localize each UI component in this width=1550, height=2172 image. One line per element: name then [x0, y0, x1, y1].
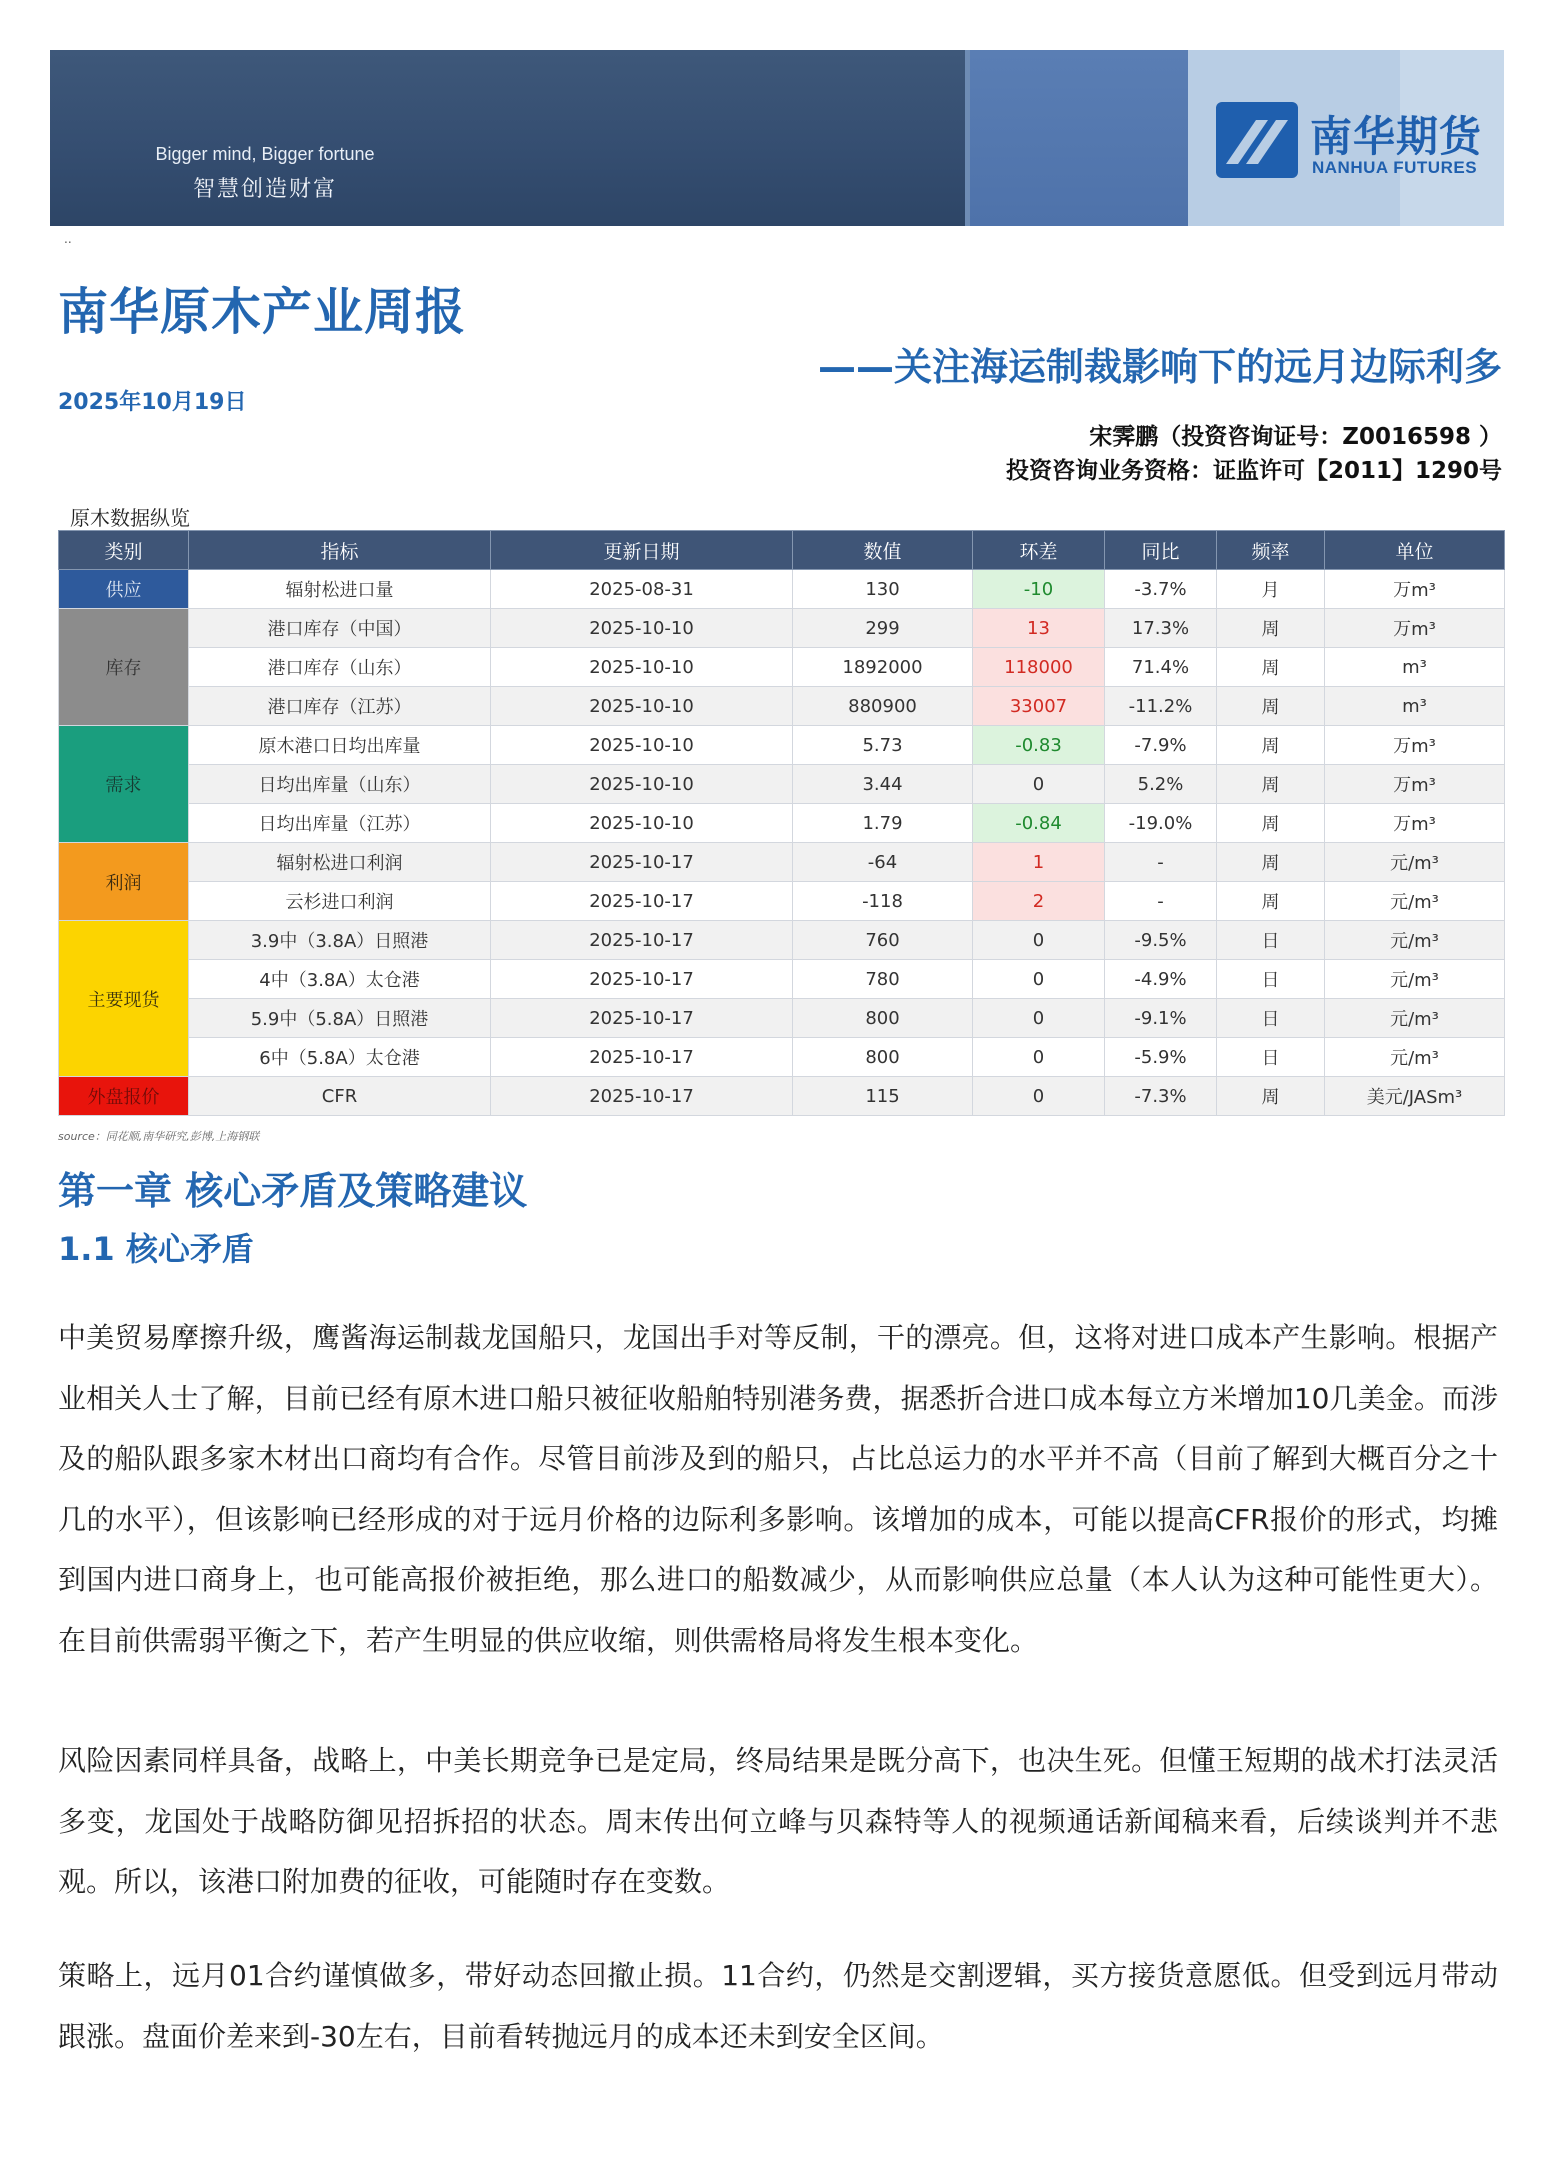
cell-yoy: -: [1105, 882, 1217, 921]
column-header: 环差: [973, 531, 1105, 570]
cell-unit: 元/m³: [1325, 843, 1505, 882]
cell-date: 2025-10-10: [491, 648, 793, 687]
cell-value: 299: [793, 609, 973, 648]
cell-indicator: 辐射松进口量: [189, 570, 491, 609]
cell-frequency: 周: [1217, 843, 1325, 882]
slogan-chinese: 智慧创造财富: [192, 177, 337, 202]
cell-indicator: 4中（3.8A）太仓港: [189, 960, 491, 999]
cell-indicator: 云杉进口利润: [189, 882, 491, 921]
cell-unit: 元/m³: [1325, 882, 1505, 921]
slogan-english: Bigger mind, Bigger fortune: [155, 144, 375, 164]
logo-text-chinese: 南华期货: [1310, 112, 1483, 161]
cell-indicator: CFR: [189, 1077, 491, 1116]
cell-date: 2025-10-17: [491, 960, 793, 999]
cell-yoy: -19.0%: [1105, 804, 1217, 843]
table-source-note: source：同花顺,南华研究,彭博,上海钢联: [58, 1130, 260, 1143]
cell-change: 0: [973, 1038, 1105, 1077]
cell-unit: 万m³: [1325, 765, 1505, 804]
column-header: 单位: [1325, 531, 1505, 570]
cell-value: 1892000: [793, 648, 973, 687]
table-header-row: [59, 531, 1505, 570]
cell-frequency: 周: [1217, 609, 1325, 648]
cell-date: 2025-10-10: [491, 687, 793, 726]
cell-unit: 元/m³: [1325, 960, 1505, 999]
cell-date: 2025-10-10: [491, 765, 793, 804]
table-caption: 原木数据纵览: [70, 506, 190, 530]
cell-date: 2025-08-31: [491, 570, 793, 609]
table-row: [59, 765, 1505, 804]
table-row: [59, 804, 1505, 843]
cell-date: 2025-10-17: [491, 1038, 793, 1077]
cell-change: 1: [973, 843, 1105, 882]
cell-value: 800: [793, 1038, 973, 1077]
table-row: [59, 570, 1505, 609]
cell-unit: m³: [1325, 687, 1505, 726]
cell-change: -0.83: [973, 726, 1105, 765]
cell-yoy: -9.5%: [1105, 921, 1217, 960]
cell-indicator: 港口库存（中国）: [189, 609, 491, 648]
category-spot: 主要现货: [59, 921, 189, 1077]
cell-date: 2025-10-17: [491, 843, 793, 882]
cell-change: -0.84: [973, 804, 1105, 843]
table-row: [59, 687, 1505, 726]
cell-frequency: 日: [1217, 921, 1325, 960]
table-row: [59, 960, 1505, 999]
cell-value: 5.73: [793, 726, 973, 765]
cell-change: 0: [973, 1077, 1105, 1116]
table-row: [59, 648, 1505, 687]
header-banner: [50, 50, 1504, 226]
cell-value: 780: [793, 960, 973, 999]
cell-change: 118000: [973, 648, 1105, 687]
log-data-table: [58, 530, 1505, 1116]
cell-frequency: 周: [1217, 726, 1325, 765]
cell-value: 880900: [793, 687, 973, 726]
logo-text-english: NANHUA FUTURES: [1312, 158, 1478, 177]
paragraph-strategy: 策略上，远月01合约谨慎做多，带好动态回撤止损。11合约，仍然是交割逻辑，买方接货意愿低。但受到远月带动跟涨。盘面价差来到-30左右，目前看转抛远月的成本还未到安全区间。: [58, 1959, 1498, 2053]
cell-yoy: 17.3%: [1105, 609, 1217, 648]
cell-change: 33007: [973, 687, 1105, 726]
table-row: [59, 726, 1505, 765]
table-row: [59, 921, 1505, 960]
column-header: 类别: [59, 531, 189, 570]
cell-frequency: 周: [1217, 1077, 1325, 1116]
cell-date: 2025-10-10: [491, 804, 793, 843]
paragraph-core-contradiction: 中美贸易摩擦升级，鹰酱海运制裁龙国船只，龙国出手对等反制，干的漂亮。但，这将对进口成本产生影响。根据产业相关人士了解，目前已经有原木进口船只被征收船舶特别港务费，据悉折合进口成本每立方米增加10几美金。而涉及的船队跟多家木材出口商均有合作。尽管目前涉及到的船只，占比总运力的水平并不高（目前了解到大概百分之十几的水平），但该影响已经形成的对于远月价格的边际利多影响。该增加的成本，可能以提高CFR报价的形式，均摊到国内进口商身上，也可能高报价被拒绝，那么进口的船数减少，从而影响供应总量（本人认为这种可能性更大）。在目前供需弱平衡之下，若产生明显的供应收缩，则供需格局将发生根本变化。: [58, 1321, 1498, 1657]
cell-value: 3.44: [793, 765, 973, 804]
column-header: 指标: [189, 531, 491, 570]
report-subtitle: ——关注海运制裁影响下的远月边际利多: [817, 345, 1502, 389]
cell-yoy: -7.3%: [1105, 1077, 1217, 1116]
cell-unit: 元/m³: [1325, 1038, 1505, 1077]
cell-value: 760: [793, 921, 973, 960]
cell-date: 2025-10-10: [491, 609, 793, 648]
report-author: 宋霁鹏（投资咨询证号：Z0016598 ）: [1089, 424, 1502, 450]
report-title: 南华原木产业周报: [58, 283, 466, 341]
table-row: [59, 609, 1505, 648]
cell-value: 1.79: [793, 804, 973, 843]
cell-value: -118: [793, 882, 973, 921]
cell-frequency: 日: [1217, 999, 1325, 1038]
column-header: 数值: [793, 531, 973, 570]
cell-yoy: -: [1105, 843, 1217, 882]
cell-date: 2025-10-17: [491, 921, 793, 960]
cell-frequency: 月: [1217, 570, 1325, 609]
cell-yoy: 71.4%: [1105, 648, 1217, 687]
cell-date: 2025-10-17: [491, 999, 793, 1038]
cell-frequency: 周: [1217, 687, 1325, 726]
cell-frequency: 周: [1217, 765, 1325, 804]
section-heading: 1.1 核心矛盾: [58, 1230, 254, 1268]
cell-date: 2025-10-17: [491, 1077, 793, 1116]
cell-yoy: -5.9%: [1105, 1038, 1217, 1077]
cell-value: 130: [793, 570, 973, 609]
cell-unit: 万m³: [1325, 570, 1505, 609]
cell-unit: m³: [1325, 648, 1505, 687]
cell-yoy: 5.2%: [1105, 765, 1217, 804]
cell-indicator: 3.9中（3.8A）日照港: [189, 921, 491, 960]
cell-frequency: 周: [1217, 882, 1325, 921]
cell-change: 0: [973, 921, 1105, 960]
cell-change: -10: [973, 570, 1105, 609]
report-date: 2025年10月19日: [58, 390, 247, 415]
table-row: [59, 882, 1505, 921]
cell-unit: 万m³: [1325, 726, 1505, 765]
cell-unit: 万m³: [1325, 609, 1505, 648]
column-header: 同比: [1105, 531, 1217, 570]
cell-unit: 万m³: [1325, 804, 1505, 843]
table-row: [59, 1038, 1505, 1077]
cell-indicator: 日均出库量（山东）: [189, 765, 491, 804]
report-certification: 投资咨询业务资格：证监许可【2011】1290号: [1005, 458, 1502, 484]
cell-indicator: 辐射松进口利润: [189, 843, 491, 882]
cell-date: 2025-10-17: [491, 882, 793, 921]
cell-change: 0: [973, 765, 1105, 804]
cell-date: 2025-10-10: [491, 726, 793, 765]
cell-unit: 美元/JASm³: [1325, 1077, 1505, 1116]
cell-indicator: 6中（5.8A）太仓港: [189, 1038, 491, 1077]
cell-yoy: -9.1%: [1105, 999, 1217, 1038]
table-row: [59, 843, 1505, 882]
category-profit: 利润: [59, 843, 189, 921]
separator-dots: ..: [64, 232, 72, 246]
cell-yoy: -4.9%: [1105, 960, 1217, 999]
cell-indicator: 原木港口日均出库量: [189, 726, 491, 765]
cell-indicator: 日均出库量（江苏）: [189, 804, 491, 843]
category-demand: 需求: [59, 726, 189, 843]
cell-yoy: -11.2%: [1105, 687, 1217, 726]
cell-change: 13: [973, 609, 1105, 648]
category-stock: 库存: [59, 609, 189, 726]
cell-frequency: 日: [1217, 1038, 1325, 1077]
column-header: 更新日期: [491, 531, 793, 570]
chapter-heading: 第一章 核心矛盾及策略建议: [58, 1169, 528, 1213]
category-external-quote: 外盘报价: [59, 1077, 189, 1116]
cell-frequency: 周: [1217, 804, 1325, 843]
cell-value: -64: [793, 843, 973, 882]
cell-change: 2: [973, 882, 1105, 921]
cell-unit: 元/m³: [1325, 921, 1505, 960]
cell-change: 0: [973, 999, 1105, 1038]
cell-value: 800: [793, 999, 973, 1038]
nanhua-logo-icon: [1216, 102, 1298, 178]
cell-indicator: 港口库存（山东）: [189, 648, 491, 687]
cell-yoy: -3.7%: [1105, 570, 1217, 609]
cell-value: 115: [793, 1077, 973, 1116]
paragraph-risk-factors: 风险因素同样具备，战略上，中美长期竞争已是定局，终局结果是既分高下，也决生死。但懂王短期的战术打法灵活多变，龙国处于战略防御见招拆招的状态。周末传出何立峰与贝森特等人的视频通话新闻稿来看，后续谈判并不悲观。所以，该港口附加费的征收，可能随时存在变数。: [58, 1744, 1498, 1898]
table-row: [59, 1077, 1505, 1116]
cell-change: 0: [973, 960, 1105, 999]
cell-frequency: 日: [1217, 960, 1325, 999]
cell-unit: 元/m³: [1325, 999, 1505, 1038]
column-header: 频率: [1217, 531, 1325, 570]
cell-indicator: 港口库存（江苏）: [189, 687, 491, 726]
category-supply: 供应: [59, 570, 189, 609]
cell-yoy: -7.9%: [1105, 726, 1217, 765]
table-row: [59, 999, 1505, 1038]
cell-indicator: 5.9中（5.8A）日照港: [189, 999, 491, 1038]
banner-blue-panel: [970, 50, 1188, 226]
cell-frequency: 周: [1217, 648, 1325, 687]
